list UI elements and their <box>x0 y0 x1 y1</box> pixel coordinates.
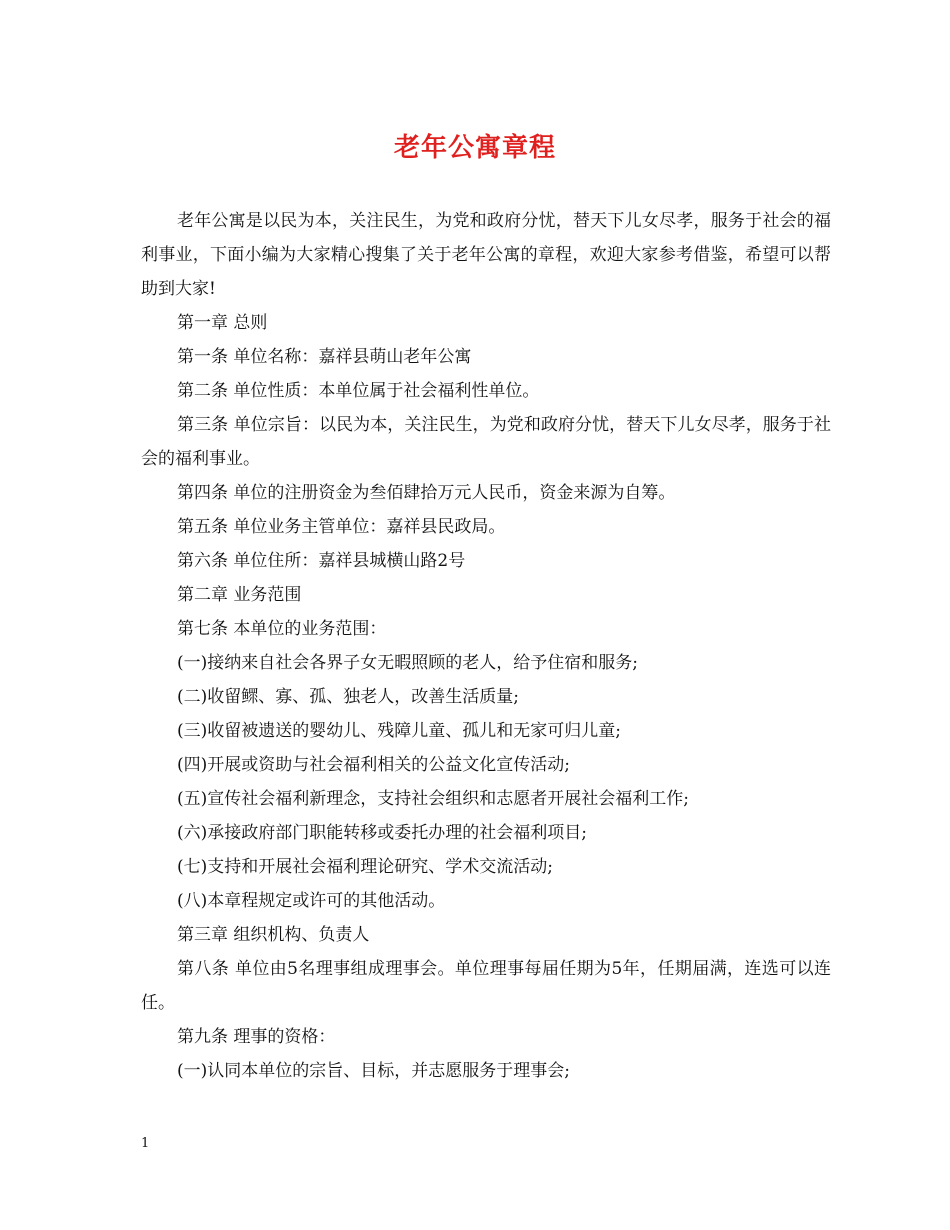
article-paragraph: 第二章 业务范围 <box>177 585 302 605</box>
article-paragraph: (二)收留鳏、寡、孤、独老人，改善生活质量; <box>177 687 519 707</box>
article-paragraph: (一)认同本单位的宗旨、目标，并志愿服务于理事会; <box>177 1061 570 1081</box>
intro-paragraph: 老年公寓是以民为本，关注民生，为党和政府分忧，替天下儿女尽孝，服务于社会的福利事业，下面小编为大家精心搜集了关于老年公寓的章程，欢迎大家参考借鉴，希望可以帮助到大家! <box>141 211 831 299</box>
article-paragraph: 第二条 单位性质：本单位属于社会福利性单位。 <box>177 381 540 401</box>
article-paragraph: 第六条 单位住所：嘉祥县城横山路2号 <box>177 551 466 571</box>
article-paragraph: (八)本章程规定或许可的其他活动。 <box>177 891 446 911</box>
page-number: 1 <box>141 1136 150 1151</box>
article-paragraph: (一)接纳来自社会各界子女无暇照顾的老人，给予住宿和服务; <box>177 653 638 673</box>
article-paragraph: 第九条 理事的资格： <box>177 1027 336 1047</box>
article-paragraph: (七)支持和开展社会福利理论研究、学术交流活动; <box>177 857 553 877</box>
article-paragraph: 第三章 组织机构、负责人 <box>177 925 370 945</box>
document-title: 老年公寓章程 <box>393 133 556 163</box>
article-paragraph: 第三条 单位宗旨：以民为本，关注民生，为党和政府分忧，替天下儿女尽孝，服务于社会的福利事业。 <box>141 415 831 469</box>
article-paragraph: 第一条 单位名称：嘉祥县萌山老年公寓 <box>177 347 472 367</box>
article-paragraph: (三)收留被遗送的婴幼儿、残障儿童、孤儿和无家可归儿童; <box>177 721 621 741</box>
article-paragraph: 第一章 总则 <box>177 313 268 333</box>
article-paragraph: (五)宣传社会福利新理念，支持社会组织和志愿者开展社会福利工作; <box>177 789 689 809</box>
article-paragraph: (六)承接政府部门职能转移或委托办理的社会福利项目; <box>177 823 587 843</box>
article-paragraph: 第七条 本单位的业务范围： <box>177 619 387 639</box>
article-paragraph: 第八条 单位由5名理事组成理事会。单位理事每届任期为5年，任期届满，连选可以连任。 <box>141 959 831 1013</box>
article-paragraph: 第四条 单位的注册资金为叁佰肆拾万元人民币，资金来源为自筹。 <box>177 483 676 503</box>
article-paragraph: 第五条 单位业务主管单位：嘉祥县民政局。 <box>177 517 506 537</box>
document-body <box>141 204 831 1088</box>
article-paragraph: (四)开展或资助与社会福利相关的公益文化宣传活动; <box>177 755 570 775</box>
